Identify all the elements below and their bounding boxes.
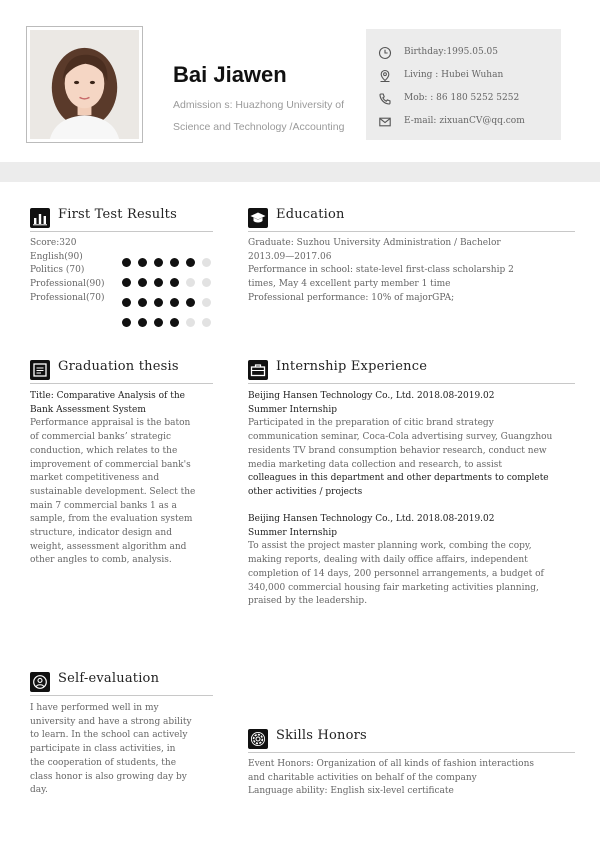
education-line: Professional performance: 10% of majorGPA; bbox=[248, 292, 455, 303]
dot-empty bbox=[202, 298, 211, 307]
internship-job-2 bbox=[248, 513, 578, 609]
thesis-body-line: improvement of commercial bank's bbox=[30, 459, 191, 470]
dot-filled bbox=[138, 298, 147, 307]
education-line: 2013.09—2017.06 bbox=[248, 251, 332, 262]
dot-filled bbox=[122, 278, 131, 287]
thesis-body-line: other angles to comb, analysis. bbox=[30, 555, 172, 566]
section-title: Education bbox=[276, 207, 345, 222]
self-evaluation-line: to learn. In the school can actively bbox=[30, 730, 188, 741]
dot-filled bbox=[170, 258, 179, 267]
section-self-evaluation-header bbox=[30, 670, 213, 696]
education-details bbox=[248, 237, 578, 306]
education-line: times, May 4 excellent party member 1 time bbox=[248, 279, 451, 290]
skills-line: Event Honors: Organization of all kinds of fashion interactions bbox=[248, 759, 535, 769]
dot-filled bbox=[154, 298, 163, 307]
mobile-text: Mob: : 86 180 5252 5252 bbox=[404, 93, 520, 103]
email-text: E-mail: zixuanCV@qq.com bbox=[404, 116, 525, 126]
dot-empty bbox=[202, 318, 211, 327]
thesis-heading: Bank Assessment System bbox=[30, 404, 146, 415]
profile-photo-frame bbox=[26, 26, 143, 143]
self-evaluation-text bbox=[30, 702, 212, 798]
subject-professional-1: Professional(90) bbox=[30, 279, 105, 290]
job-line: To assist the project master planning work, combing the copy, bbox=[248, 541, 532, 552]
contact-living bbox=[366, 66, 561, 89]
subject-professional-2: Professional(70) bbox=[30, 292, 105, 303]
person-icon bbox=[30, 672, 50, 692]
section-title: Self-evaluation bbox=[58, 671, 160, 686]
envelope-icon bbox=[378, 115, 392, 129]
dot-empty bbox=[202, 278, 211, 287]
thesis-body-line: of commercial banks’ strategic bbox=[30, 432, 172, 443]
dot-filled bbox=[138, 318, 147, 327]
self-evaluation-line: I have performed well in my bbox=[30, 703, 159, 713]
job-line: colleagues in this department and other departments to complete bbox=[248, 473, 549, 484]
graduation-cap-icon bbox=[248, 208, 268, 228]
candidate-name: Bai Jiawen bbox=[173, 62, 287, 87]
job-line: making reports, dealing with daily office affairs, independent bbox=[248, 555, 528, 566]
location-pin-icon bbox=[378, 69, 392, 83]
dot-filled bbox=[154, 318, 163, 327]
dot-empty bbox=[186, 318, 195, 327]
clock-icon bbox=[378, 46, 392, 60]
job-line: completion of 14 days, 200 personnel arrangements, a budget of bbox=[248, 568, 544, 579]
section-skills-header bbox=[248, 727, 575, 753]
contact-email bbox=[366, 112, 561, 135]
thesis-body-line: market competitiveness and bbox=[30, 473, 160, 484]
section-title: First Test Results bbox=[58, 207, 177, 222]
job-company: Beijing Hansen Technology Co., Ltd. 2018.08-2019.02 bbox=[248, 391, 495, 401]
gear-icon bbox=[248, 729, 268, 749]
thesis-body-line: conduction, which relates to the bbox=[30, 445, 178, 456]
profile-photo bbox=[30, 30, 139, 139]
thesis-body-line: Performance appraisal is the baton bbox=[30, 418, 191, 429]
education-line: Performance in school: state-level first-class scholarship 2 bbox=[248, 265, 514, 276]
subject-politics: Politics (70) bbox=[30, 265, 85, 276]
thesis-details bbox=[30, 390, 212, 568]
phone-icon bbox=[378, 92, 392, 106]
internship-job-1 bbox=[248, 390, 578, 500]
admission-info: Admission s: Huazhong University of Science and Technology /Accounting bbox=[173, 99, 345, 133]
skills-line: and charitable activities on behalf of the company bbox=[248, 772, 477, 783]
job-role: Summer Internship bbox=[248, 404, 337, 415]
dot-filled bbox=[186, 258, 195, 267]
section-education-header bbox=[248, 206, 575, 232]
contact-birthday bbox=[366, 43, 561, 66]
section-title: Graduation thesis bbox=[58, 359, 179, 374]
thesis-heading: Title: Comparative Analysis of the bbox=[30, 391, 185, 401]
skills-line: Language ability: English six-level certificate bbox=[248, 786, 454, 797]
job-line: 340,000 commercial housing fair marketing activities planning, bbox=[248, 582, 539, 593]
score-text: Score:320 bbox=[30, 238, 77, 248]
thesis-body-line: weight, assessment algorithm and bbox=[30, 541, 187, 552]
birthday-text: Birthday:1995.05.05 bbox=[404, 47, 498, 57]
living-text: Living : Hubei Wuhan bbox=[404, 70, 504, 80]
self-evaluation-line: participate in class activities, in bbox=[30, 744, 176, 755]
job-line: communication seminar, Coca-Cola advertising survey, Guangzhou bbox=[248, 432, 553, 443]
job-line: other activities / projects bbox=[248, 486, 363, 497]
thesis-body-line: structure, indicator design and bbox=[30, 528, 172, 539]
skills-text bbox=[248, 758, 578, 799]
self-evaluation-line: university and have a strong ability bbox=[30, 716, 192, 727]
dot-empty bbox=[186, 278, 195, 287]
section-first-test-header bbox=[30, 206, 213, 232]
job-line: media marketing data collection and research, to assist bbox=[248, 459, 502, 470]
contact-mobile bbox=[366, 89, 561, 112]
job-line: praised by the leadership. bbox=[248, 596, 368, 607]
dot-filled bbox=[154, 258, 163, 267]
dot-filled bbox=[154, 278, 163, 287]
dot-filled bbox=[122, 318, 131, 327]
first-test-list bbox=[30, 237, 130, 306]
dot-filled bbox=[170, 318, 179, 327]
bar-chart-icon bbox=[30, 208, 50, 228]
education-line: Graduate: Suzhou University Administration / Bachelor bbox=[248, 238, 501, 248]
dot-filled bbox=[170, 278, 179, 287]
portrait-image bbox=[30, 30, 139, 139]
thesis-body-line: main 7 commercial banks 1 as a bbox=[30, 500, 177, 511]
self-evaluation-line: class honor is also growing day by bbox=[30, 771, 187, 782]
section-title: Internship Experience bbox=[276, 359, 428, 374]
thesis-body-line: sustainable development. Select the bbox=[30, 486, 196, 497]
divider-band bbox=[0, 162, 600, 182]
subject-english: English(90) bbox=[30, 251, 83, 262]
dot-filled bbox=[122, 258, 131, 267]
dot-filled bbox=[138, 258, 147, 267]
section-internship-header bbox=[248, 358, 575, 384]
job-line: Participated in the preparation of citic brand strategy bbox=[248, 418, 494, 429]
thesis-body-line: sample, from the evaluation system bbox=[30, 514, 193, 525]
job-company: Beijing Hansen Technology Co., Ltd. 2018.08-2019.02 bbox=[248, 514, 495, 524]
briefcase-icon bbox=[248, 360, 268, 380]
dot-filled bbox=[170, 298, 179, 307]
dot-empty bbox=[202, 258, 211, 267]
document-icon bbox=[30, 360, 50, 380]
contact-box bbox=[366, 29, 561, 140]
self-evaluation-line: day. bbox=[30, 785, 48, 796]
section-title: Skills Honors bbox=[276, 728, 367, 743]
self-evaluation-line: the cooperation of students, the bbox=[30, 757, 177, 768]
dot-filled bbox=[138, 278, 147, 287]
dot-filled bbox=[122, 298, 131, 307]
section-thesis-header bbox=[30, 358, 213, 384]
job-role: Summer Internship bbox=[248, 527, 337, 538]
job-line: residents TV brand consumption behavior research, conduct new bbox=[248, 445, 547, 456]
dot-filled bbox=[186, 298, 195, 307]
